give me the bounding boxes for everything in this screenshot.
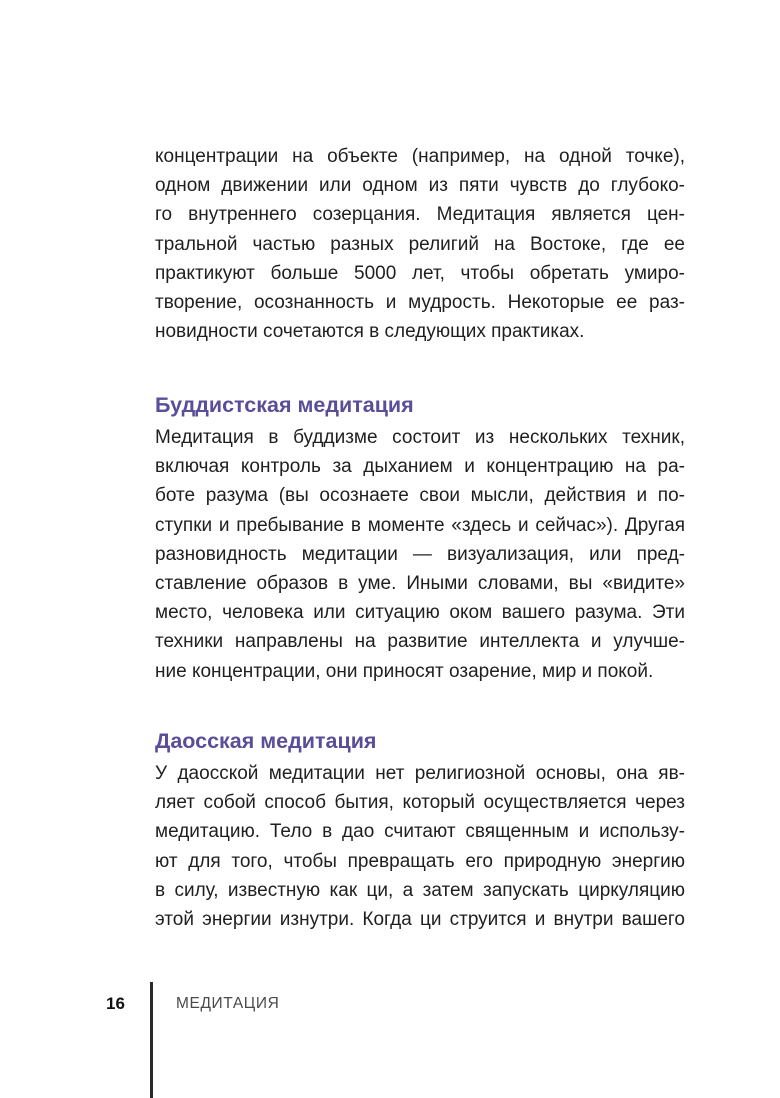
section-paragraph-taoist (155, 759, 685, 934)
paragraph-line: У даосской медитации нет религиозной основы, она яв- (155, 763, 685, 784)
paragraph-line: ставление образов в уме. Иными словами, вы «видите» (155, 572, 685, 594)
intro-line: го внутреннего созерцания. Медитация является цен- (155, 204, 685, 226)
paragraph-line: ют для того, чтобы превращать его природную энергию (155, 850, 685, 872)
intro-line: одном движении или одном из пяти чувств до глубоко- (155, 175, 685, 197)
intro-line: тральной частью разных религий на Востоке, где ее (155, 233, 685, 255)
intro-paragraph (155, 142, 685, 346)
paragraph-line: боте разума (вы осознаете свои мысли, действия и по- (155, 485, 685, 507)
paragraph-line: ние концентрации, они приносят озарение, мир и покой. (155, 660, 654, 682)
paragraph-line: медитацию. Тело в дао считают священным и использу- (155, 821, 685, 843)
section-heading-taoist: Даосская медитация (155, 729, 377, 753)
paragraph-line: в силу, известную как ци, а затем запускать циркуляцию (155, 879, 685, 901)
page-number: 16 (106, 994, 125, 1013)
intro-line: новидности сочетаются в следующих практиках. (155, 321, 585, 343)
section-heading-buddhist: Буддистская медитация (155, 393, 414, 417)
intro-line: практикуют больше 5000 лет, чтобы обретать умиро- (155, 262, 685, 284)
paragraph-line: включая контроль за дыханием и концентрацию на ра- (155, 456, 685, 478)
intro-line: творение, осознанность и мудрость. Некоторые ее раз- (155, 291, 685, 313)
running-title: МЕДИТАЦИЯ (176, 995, 280, 1012)
intro-line: концентрации на объекте (например, на одной точке), (155, 146, 685, 167)
paragraph-line: техники направлены на развитие интеллекта и улучше- (155, 631, 685, 653)
footer-divider (150, 982, 153, 1098)
paragraph-line: этой энергии изнутри. Когда ци струится и внутри вашего (155, 908, 685, 930)
paragraph-line: ляет собой способ бытия, который осуществляется через (155, 792, 685, 814)
paragraph-line: разновидность медитации — визуализация, или пред- (155, 543, 685, 565)
paragraph-line: ступки и пребывание в моменте «здесь и сейчас»). Другая (155, 514, 685, 536)
section-paragraph-buddhist (155, 423, 685, 686)
paragraph-line: место, человека или ситуацию оком вашего разума. Эти (155, 602, 685, 624)
paragraph-line: Медитация в буддизме состоит из нескольких техник, (155, 427, 685, 448)
